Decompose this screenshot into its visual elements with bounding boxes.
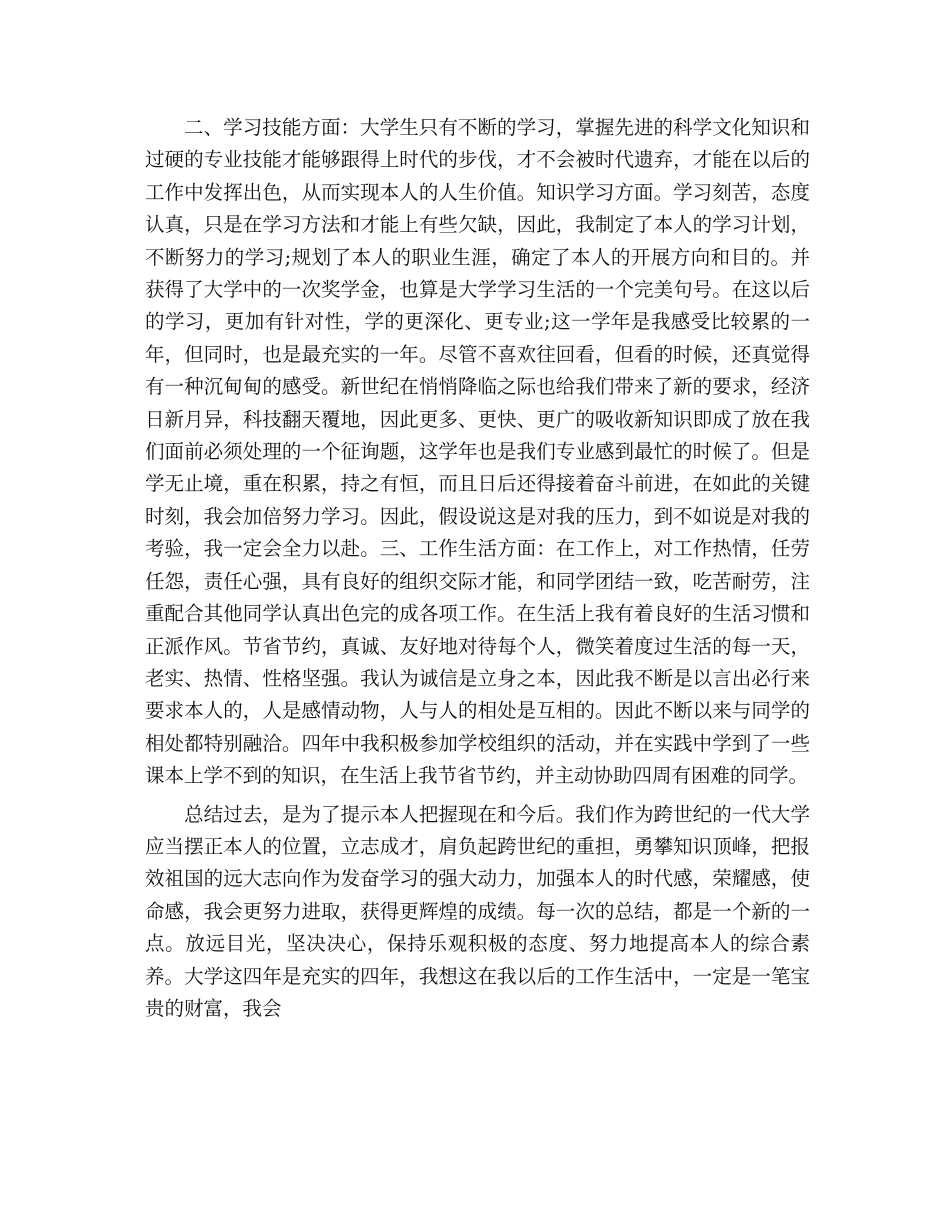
document-body: [145, 112, 810, 1025]
paragraph-study-work-life: 二、学习技能方面：大学生只有不断的学习，掌握先进的科学文化知识和过硬的专业技能才能够跟得上时代的步伐，才不会被时代遗弃，才能在以后的工作中发挥出色，从而实现本人的人生价值。知识学习方面。学习刻苦，态度认真，只是在学习方法和才能上有些欠缺，因此，我制定了本人的学习计划，不断努力的学习;规划了本人的职业生涯，确定了本人的开展方向和目的。并获得了大学中的一次奖学金，也算是大学学习生活的一个完美句号。在这以后的学习，更加有针对性，学的更深化、更专业;这一学年是我感受比较累的一年，但同时，也是最充实的一年。尽管不喜欢往回看，但看的时候，还真觉得有一种沉甸甸的感受。新世纪在悄悄降临之际也给我们带来了新的要求，经济日新月异，科技翻天覆地，因此更多、更快、更广的吸收新知识即成了放在我们面前必须处理的一个征询题，这学年也是我们专业感到最忙的时候了。但是学无止境，重在积累，持之有恒，而且日后还得接着奋斗前进，在如此的关键时刻，我会加倍努力学习。因此，假设说这是对我的压力，到不如说是对我的考验，我一定会全力以赴。三、工作生活方面：在工作上，对工作热情，任劳任怨，责任心强，具有良好的组织交际才能，和同学团结一致，吃苦耐劳，注重配合其他同学认真出色完的成各项工作。在生活上我有着良好的生活习惯和正派作风。节省节约，真诚、友好地对待每个人，微笑着度过生活的每一天，老实、热情、性格坚强。我认为诚信是立身之本，因此我不断是以言出必行来要求本人的，人是感情动物，人与人的相处是互相的。因此不断以来与同学的相处都特别融洽。四年中我积极参加学校组织的活动，并在实践中学到了一些课本上学不到的知识，在生活上我节省节约，并主动协助四周有困难的同学。: [145, 116, 810, 788]
paragraph-summary: 总结过去，是为了提示本人把握现在和今后。我们作为跨世纪的一代大学应当摆正本人的位置，立志成才，肩负起跨世纪的重担，勇攀知识顶峰，把报效祖国的远大志向作为发奋学习的强大动力，加强本人的时代感，荣耀感，使命感，我会更努力进取，获得更辉煌的成绩。每一次的总结，都是一个新的一点。放远目光，坚决决心，保持乐观积极的态度、努力地提高本人的综合素养。大学这四年是充实的四年，我想这在我以后的工作生活中，一定是一笔宝贵的财富，我会: [145, 802, 810, 1020]
